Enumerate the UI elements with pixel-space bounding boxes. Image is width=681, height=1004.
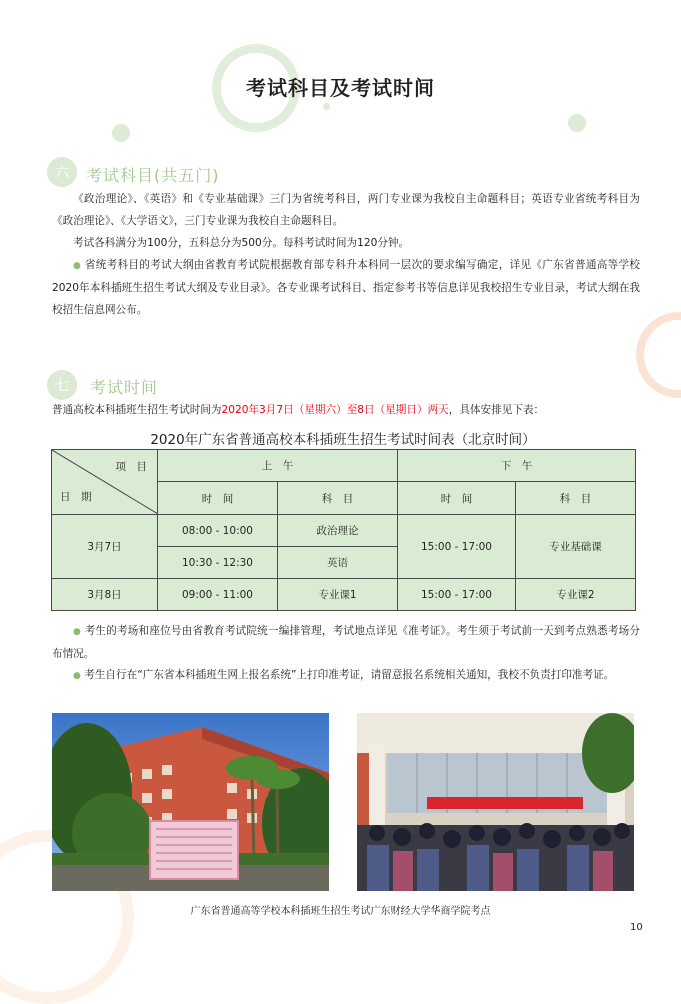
subject-cell: 专业课2	[516, 579, 636, 611]
section-6-badge: 六	[47, 157, 77, 187]
afternoon-header: 下 午	[398, 450, 636, 482]
time-cell: 15:00 - 17:00	[398, 515, 516, 579]
corner-header-cell	[52, 450, 158, 515]
morning-header: 上 午	[158, 450, 398, 482]
bullet-icon: ●	[73, 261, 82, 271]
decorative-dot	[323, 103, 330, 110]
exam-entrance-illustration	[357, 713, 634, 891]
section-6-paragraph-3: ● 省统考科目的考试大纲由省教育考试院根据教育部专科升本科同一层次的要求编写确定，详见《广东省普通高等学校2020年本科插班生招生考试大纲及专业目录》。各专业课考试科目、指定参考书等信息详见我校招生专业目录，考试大纲在我校招生信息网公布。	[52, 259, 640, 316]
decorative-dot	[112, 124, 130, 142]
note-2: ● 考生自行在“广东省本科插班生网上报名系统”上打印准考证，请留意报名系统相关通知，我校不负责打印准考证。	[73, 669, 615, 681]
time-cell: 08:00 - 10:00	[158, 515, 278, 547]
campus-building-illustration	[52, 713, 329, 891]
column-header-subject: 科 目	[278, 482, 398, 515]
decorative-dot	[568, 114, 586, 132]
photo-caption: 广东省普通高等学校本科插班生招生考试广东财经大学华商学院考点	[190, 906, 491, 917]
schedule-table-title: 2020年广东省普通高校本科插班生招生考试时间表（北京时间）	[150, 432, 536, 448]
corner-header-item: 项 目	[115, 461, 147, 473]
note-1: ● 考生的考场和座位号由省教育考试院统一编排管理，考试地点详见《准考证》。考生须于考试前一天到考点熟悉考场分布情况。	[52, 625, 640, 660]
section-6-paragraph-1: 《政治理论》、《英语》和《专业基础课》三门为省统考科目，两门专业课为我校自主命题科目；英语专业省统考科目为《政治理论》、《大学语文》，三门专业课为我校自主命题科目。	[52, 193, 640, 227]
column-header-subject: 科 目	[516, 482, 636, 515]
page-number: 10	[630, 922, 643, 933]
section-7-badge: 七	[47, 370, 77, 400]
schedule-table	[51, 449, 636, 611]
column-header-time: 时 间	[398, 482, 516, 515]
column-header-time: 时 间	[158, 482, 278, 515]
subject-cell: 专业基础课	[516, 515, 636, 579]
corner-header-date: 日 期	[60, 491, 92, 503]
campus-building-photo	[52, 713, 329, 891]
bullet-icon: ●	[73, 627, 82, 637]
subject-cell: 政治理论	[278, 515, 398, 547]
time-cell: 15:00 - 17:00	[398, 579, 516, 611]
subject-cell: 英语	[278, 547, 398, 579]
page-title: 考试科目及考试时间	[246, 76, 435, 100]
bullet-icon: ●	[73, 671, 81, 681]
section-7-title: 考试时间	[90, 378, 159, 397]
section-6-paragraph-2: 考试各科满分为100分，五科总分为500分。每科考试时间为120分钟。	[73, 237, 410, 249]
date-cell: 3月7日	[52, 515, 158, 579]
section-6-title: 考试科目(共五门)	[86, 166, 220, 185]
subject-cell: 专业课1	[278, 579, 398, 611]
exam-dates-highlight: 2020年3月7日（星期六）至8日（星期日）两天	[221, 404, 449, 416]
time-cell: 09:00 - 11:00	[158, 579, 278, 611]
decorative-ring-right	[636, 312, 681, 398]
section-7-intro: 普通高校本科插班生招生考试时间为2020年3月7日（星期六）至8日（星期日）两天，具体安排见下表：	[52, 404, 545, 416]
date-cell: 3月8日	[52, 579, 158, 611]
time-cell: 10:30 - 12:30	[158, 547, 278, 579]
exam-entrance-photo	[357, 713, 634, 891]
